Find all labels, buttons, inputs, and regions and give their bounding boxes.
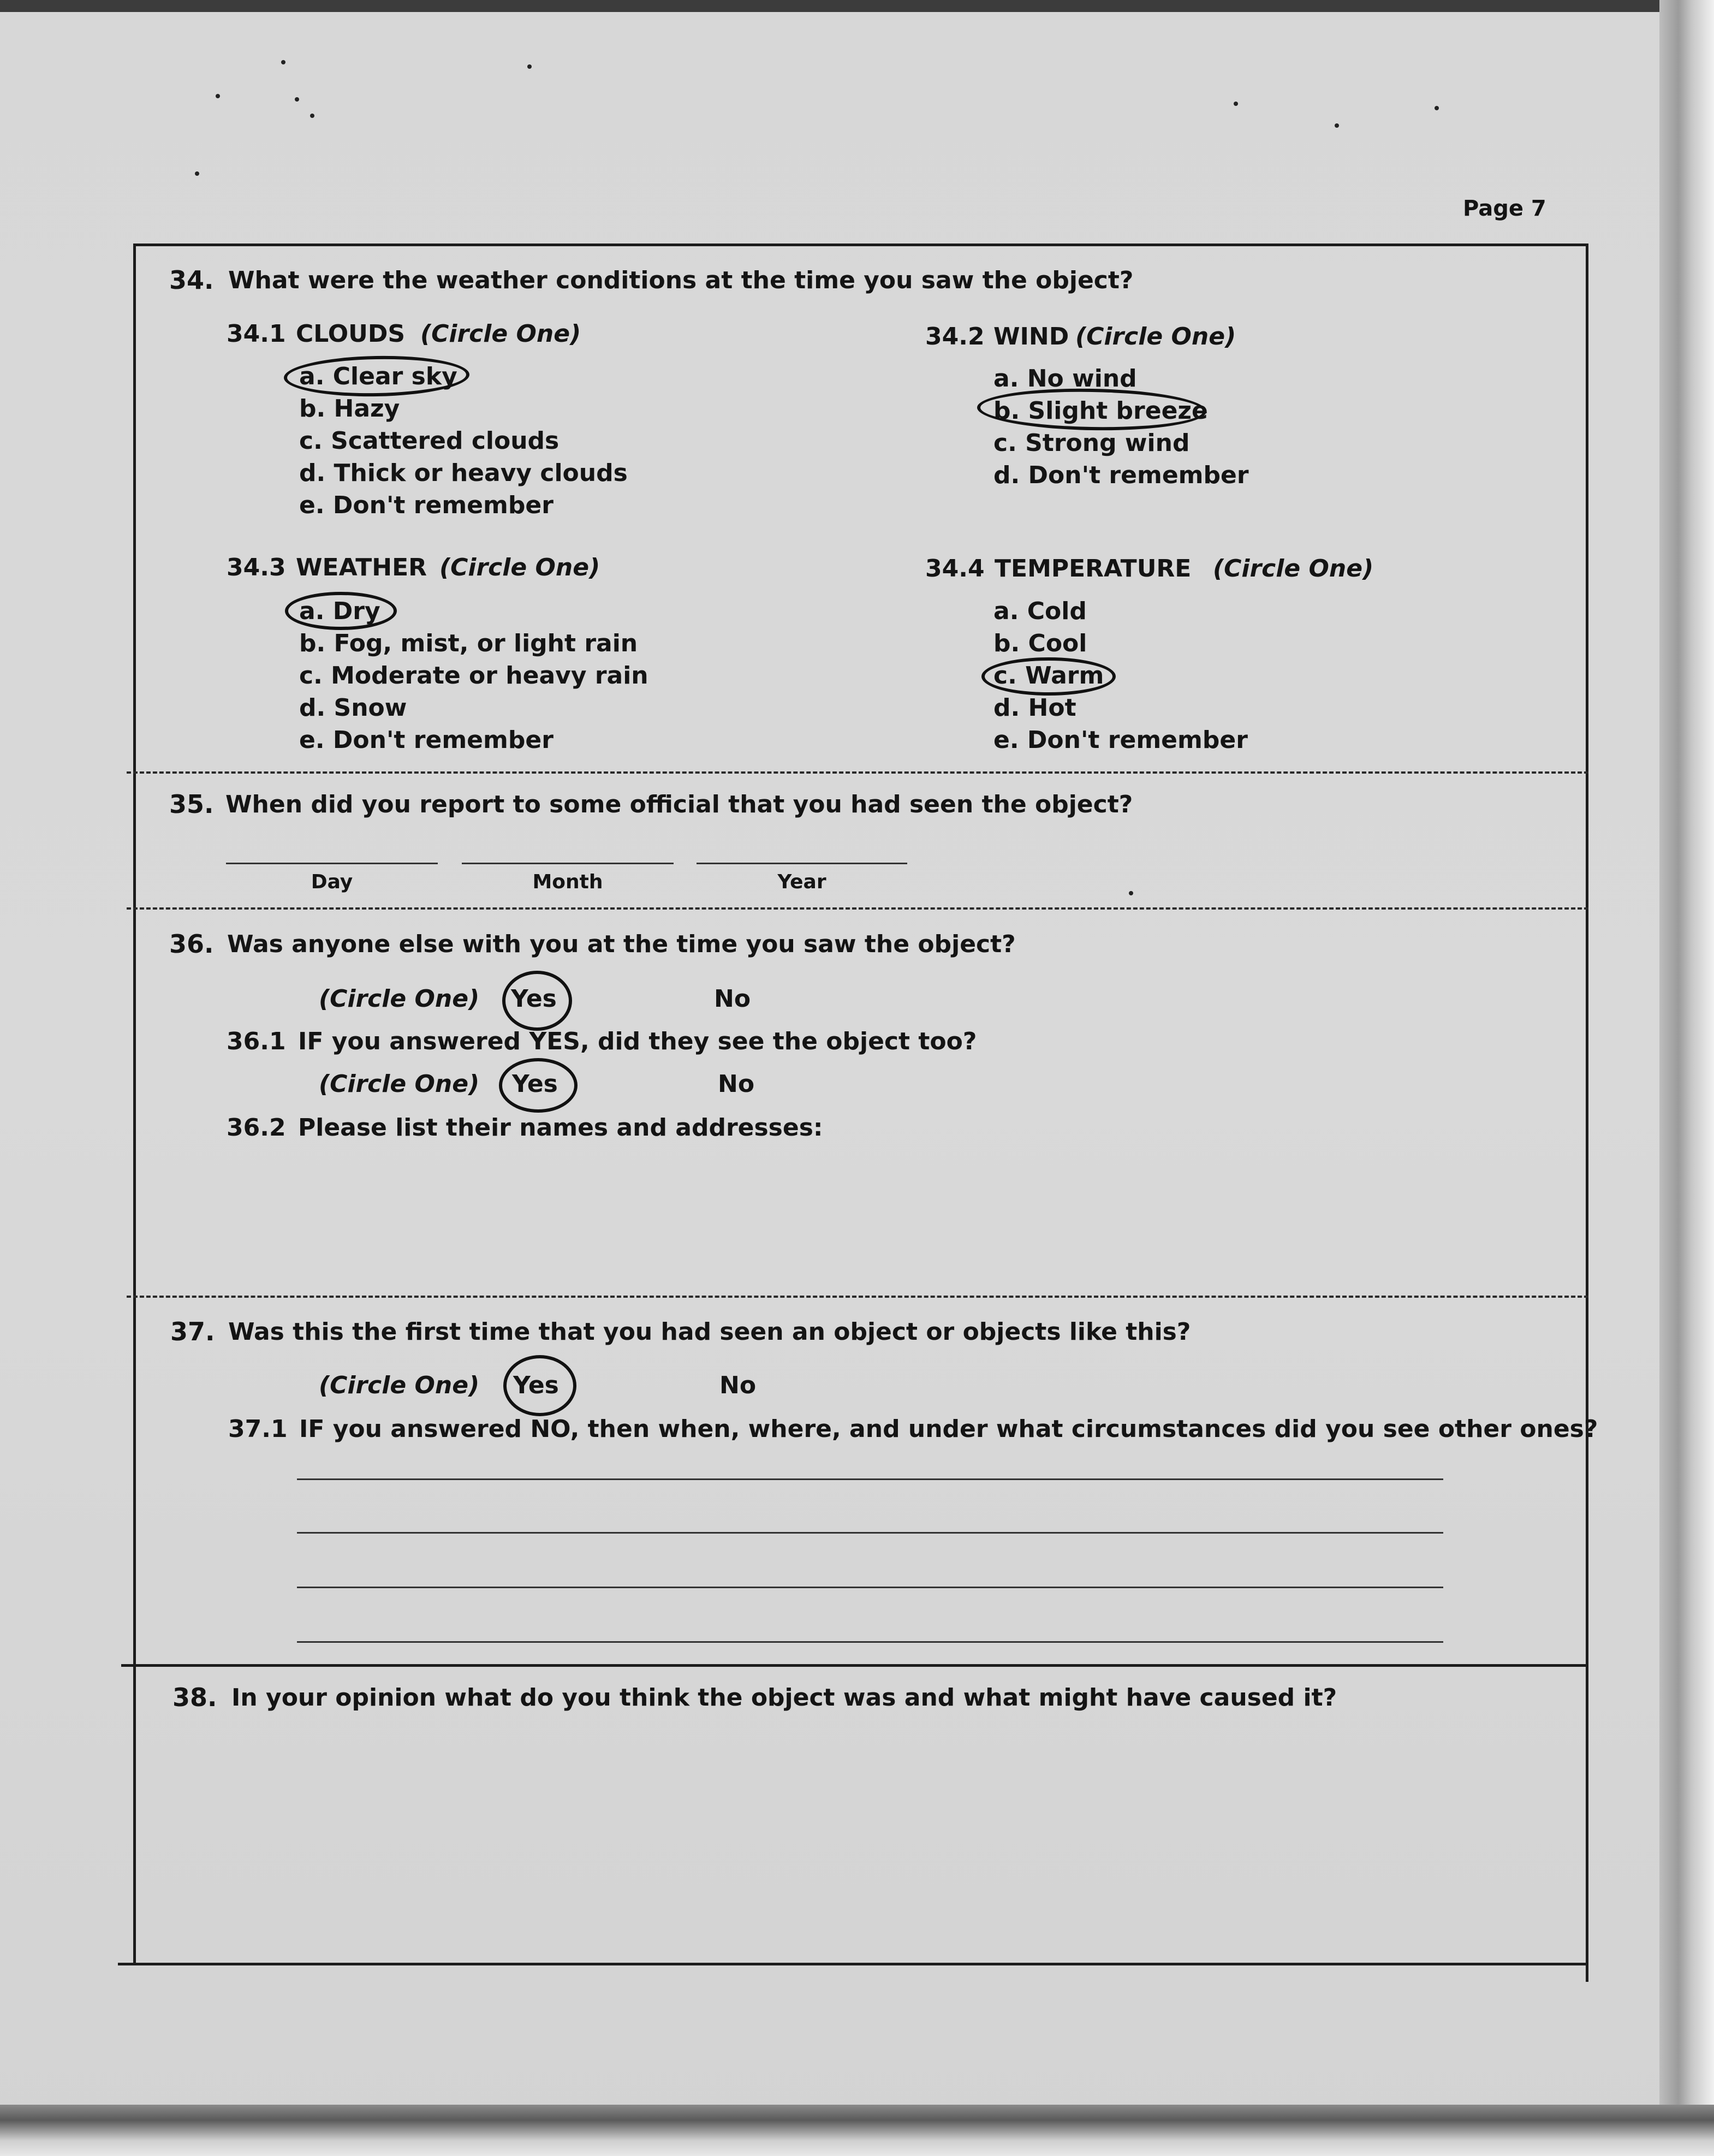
temperature-option-e[interactable]: e. Don't remember <box>993 726 1248 754</box>
q36-question: Was anyone else with you at the time you saw the object? <box>227 930 1016 958</box>
form-border-bottom <box>118 1963 1588 1965</box>
q34-2-heading: WIND <box>993 323 1069 351</box>
clouds-option-c[interactable]: c. Scattered clouds <box>299 427 560 455</box>
q37-1-question: IF you answered NO, then when, where, and under what circumstances did you see other ones? <box>299 1415 1598 1443</box>
answer-line[interactable] <box>297 1478 1443 1480</box>
q34-1-instruction: (Circle One) <box>420 320 581 348</box>
q36-2-number: 36.2 <box>227 1114 286 1142</box>
scan-speck <box>281 60 285 64</box>
day-input-line[interactable] <box>226 863 438 864</box>
q37-number: 37. <box>170 1317 215 1346</box>
selection-circle <box>285 592 397 630</box>
q36-instruction: (Circle One) <box>319 985 480 1013</box>
q37-yes-option[interactable]: Yes <box>513 1371 559 1399</box>
scan-edge-bottom <box>0 2105 1714 2156</box>
clouds-option-b[interactable]: b. Hazy <box>299 395 400 423</box>
q36-1-number: 36.1 <box>227 1027 286 1055</box>
scan-speck <box>1435 106 1439 110</box>
scan-speck <box>195 171 199 176</box>
form-border-left <box>133 243 136 1965</box>
q34-3-heading: WEATHER <box>296 554 427 581</box>
form-border-top <box>133 243 1588 246</box>
q34-number: 34. <box>169 265 214 295</box>
q34-question: What were the weather conditions at the time you saw the object? <box>228 266 1134 294</box>
q38-number: 38. <box>172 1683 217 1712</box>
weather-option-a[interactable]: a. Dry <box>299 597 380 625</box>
weather-option-d[interactable]: d. Snow <box>299 694 407 722</box>
q34-2-instruction: (Circle One) <box>1075 323 1236 351</box>
q34-4-heading: TEMPERATURE <box>995 555 1192 583</box>
q36-1-instruction: (Circle One) <box>319 1070 480 1098</box>
selection-circle <box>502 971 572 1031</box>
answer-line[interactable] <box>297 1532 1443 1534</box>
scan-edge-top <box>0 0 1714 12</box>
q34-1-number: 34.1 <box>227 320 286 348</box>
clouds-option-d[interactable]: d. Thick or heavy clouds <box>299 459 628 487</box>
weather-option-b[interactable]: b. Fog, mist, or light rain <box>299 629 638 657</box>
section-divider <box>127 1296 1588 1298</box>
selection-circle <box>499 1058 578 1113</box>
temperature-option-d[interactable]: d. Hot <box>993 694 1076 722</box>
selection-circle <box>503 1355 576 1416</box>
q36-number: 36. <box>169 929 214 959</box>
scan-edge-right <box>1659 0 1714 2156</box>
wind-option-d[interactable]: d. Don't remember <box>993 461 1249 489</box>
month-caption: Month <box>532 871 603 893</box>
q37-instruction: (Circle One) <box>319 1371 480 1399</box>
selection-circle <box>977 387 1206 432</box>
section-divider <box>121 1664 1588 1667</box>
q37-no-option[interactable]: No <box>719 1371 757 1399</box>
names-addresses-area[interactable] <box>298 1152 1554 1283</box>
weather-option-e[interactable]: e. Don't remember <box>299 726 554 754</box>
page-number: Page 7 <box>1463 196 1546 221</box>
day-caption: Day <box>311 871 353 893</box>
q36-1-question: IF you answered YES, did they see the object too? <box>298 1027 977 1055</box>
q34-1-heading: CLOUDS <box>296 320 406 348</box>
wind-option-c[interactable]: c. Strong wind <box>993 429 1190 457</box>
q35-question: When did you report to some official that you had seen the object? <box>225 791 1133 818</box>
opinion-answer-area[interactable] <box>231 1725 1552 1944</box>
section-divider <box>127 907 1588 910</box>
q34-3-number: 34.3 <box>227 554 286 581</box>
scan-speck <box>310 114 314 118</box>
scan-speck <box>216 94 220 98</box>
q34-3-instruction: (Circle One) <box>439 554 600 581</box>
scan-speck <box>1234 102 1238 106</box>
selection-circle <box>981 657 1116 696</box>
year-input-line[interactable] <box>697 863 907 864</box>
clouds-option-a[interactable]: a. Clear sky <box>299 363 457 390</box>
q36-1-no-option[interactable]: No <box>718 1070 755 1098</box>
wind-option-b[interactable]: b. Slight breeze <box>993 397 1208 425</box>
section-divider <box>127 771 1588 774</box>
scan-speck <box>1129 891 1133 895</box>
q34-2-number: 34.2 <box>925 323 985 351</box>
answer-line[interactable] <box>297 1587 1443 1588</box>
weather-option-c[interactable]: c. Moderate or heavy rain <box>299 662 648 690</box>
form-border-right <box>1586 243 1588 1982</box>
q36-yes-option[interactable]: Yes <box>511 985 557 1013</box>
q38-question: In your opinion what do you think the object was and what might have caused it? <box>231 1684 1337 1712</box>
year-caption: Year <box>777 871 826 893</box>
q36-no-option[interactable]: No <box>714 985 751 1013</box>
q34-4-instruction: (Circle One) <box>1213 555 1374 583</box>
temperature-option-a[interactable]: a. Cold <box>993 597 1087 625</box>
q34-4-number: 34.4 <box>925 555 985 583</box>
temperature-option-c[interactable]: c. Warm <box>993 662 1104 690</box>
wind-option-a[interactable]: a. No wind <box>993 365 1137 393</box>
temperature-option-b[interactable]: b. Cool <box>993 629 1087 657</box>
month-input-line[interactable] <box>462 863 674 864</box>
q36-2-question: Please list their names and addresses: <box>298 1114 823 1142</box>
q37-question: Was this the first time that you had seen an object or objects like this? <box>228 1318 1191 1346</box>
q35-number: 35. <box>169 789 214 819</box>
scan-speck <box>295 97 299 102</box>
q37-1-number: 37.1 <box>228 1415 288 1443</box>
selection-circle <box>283 354 469 398</box>
answer-line[interactable] <box>297 1641 1443 1643</box>
scan-speck <box>1335 123 1339 128</box>
clouds-option-e[interactable]: e. Don't remember <box>299 491 554 519</box>
q36-1-yes-option[interactable]: Yes <box>512 1070 558 1098</box>
scan-speck <box>527 64 532 69</box>
